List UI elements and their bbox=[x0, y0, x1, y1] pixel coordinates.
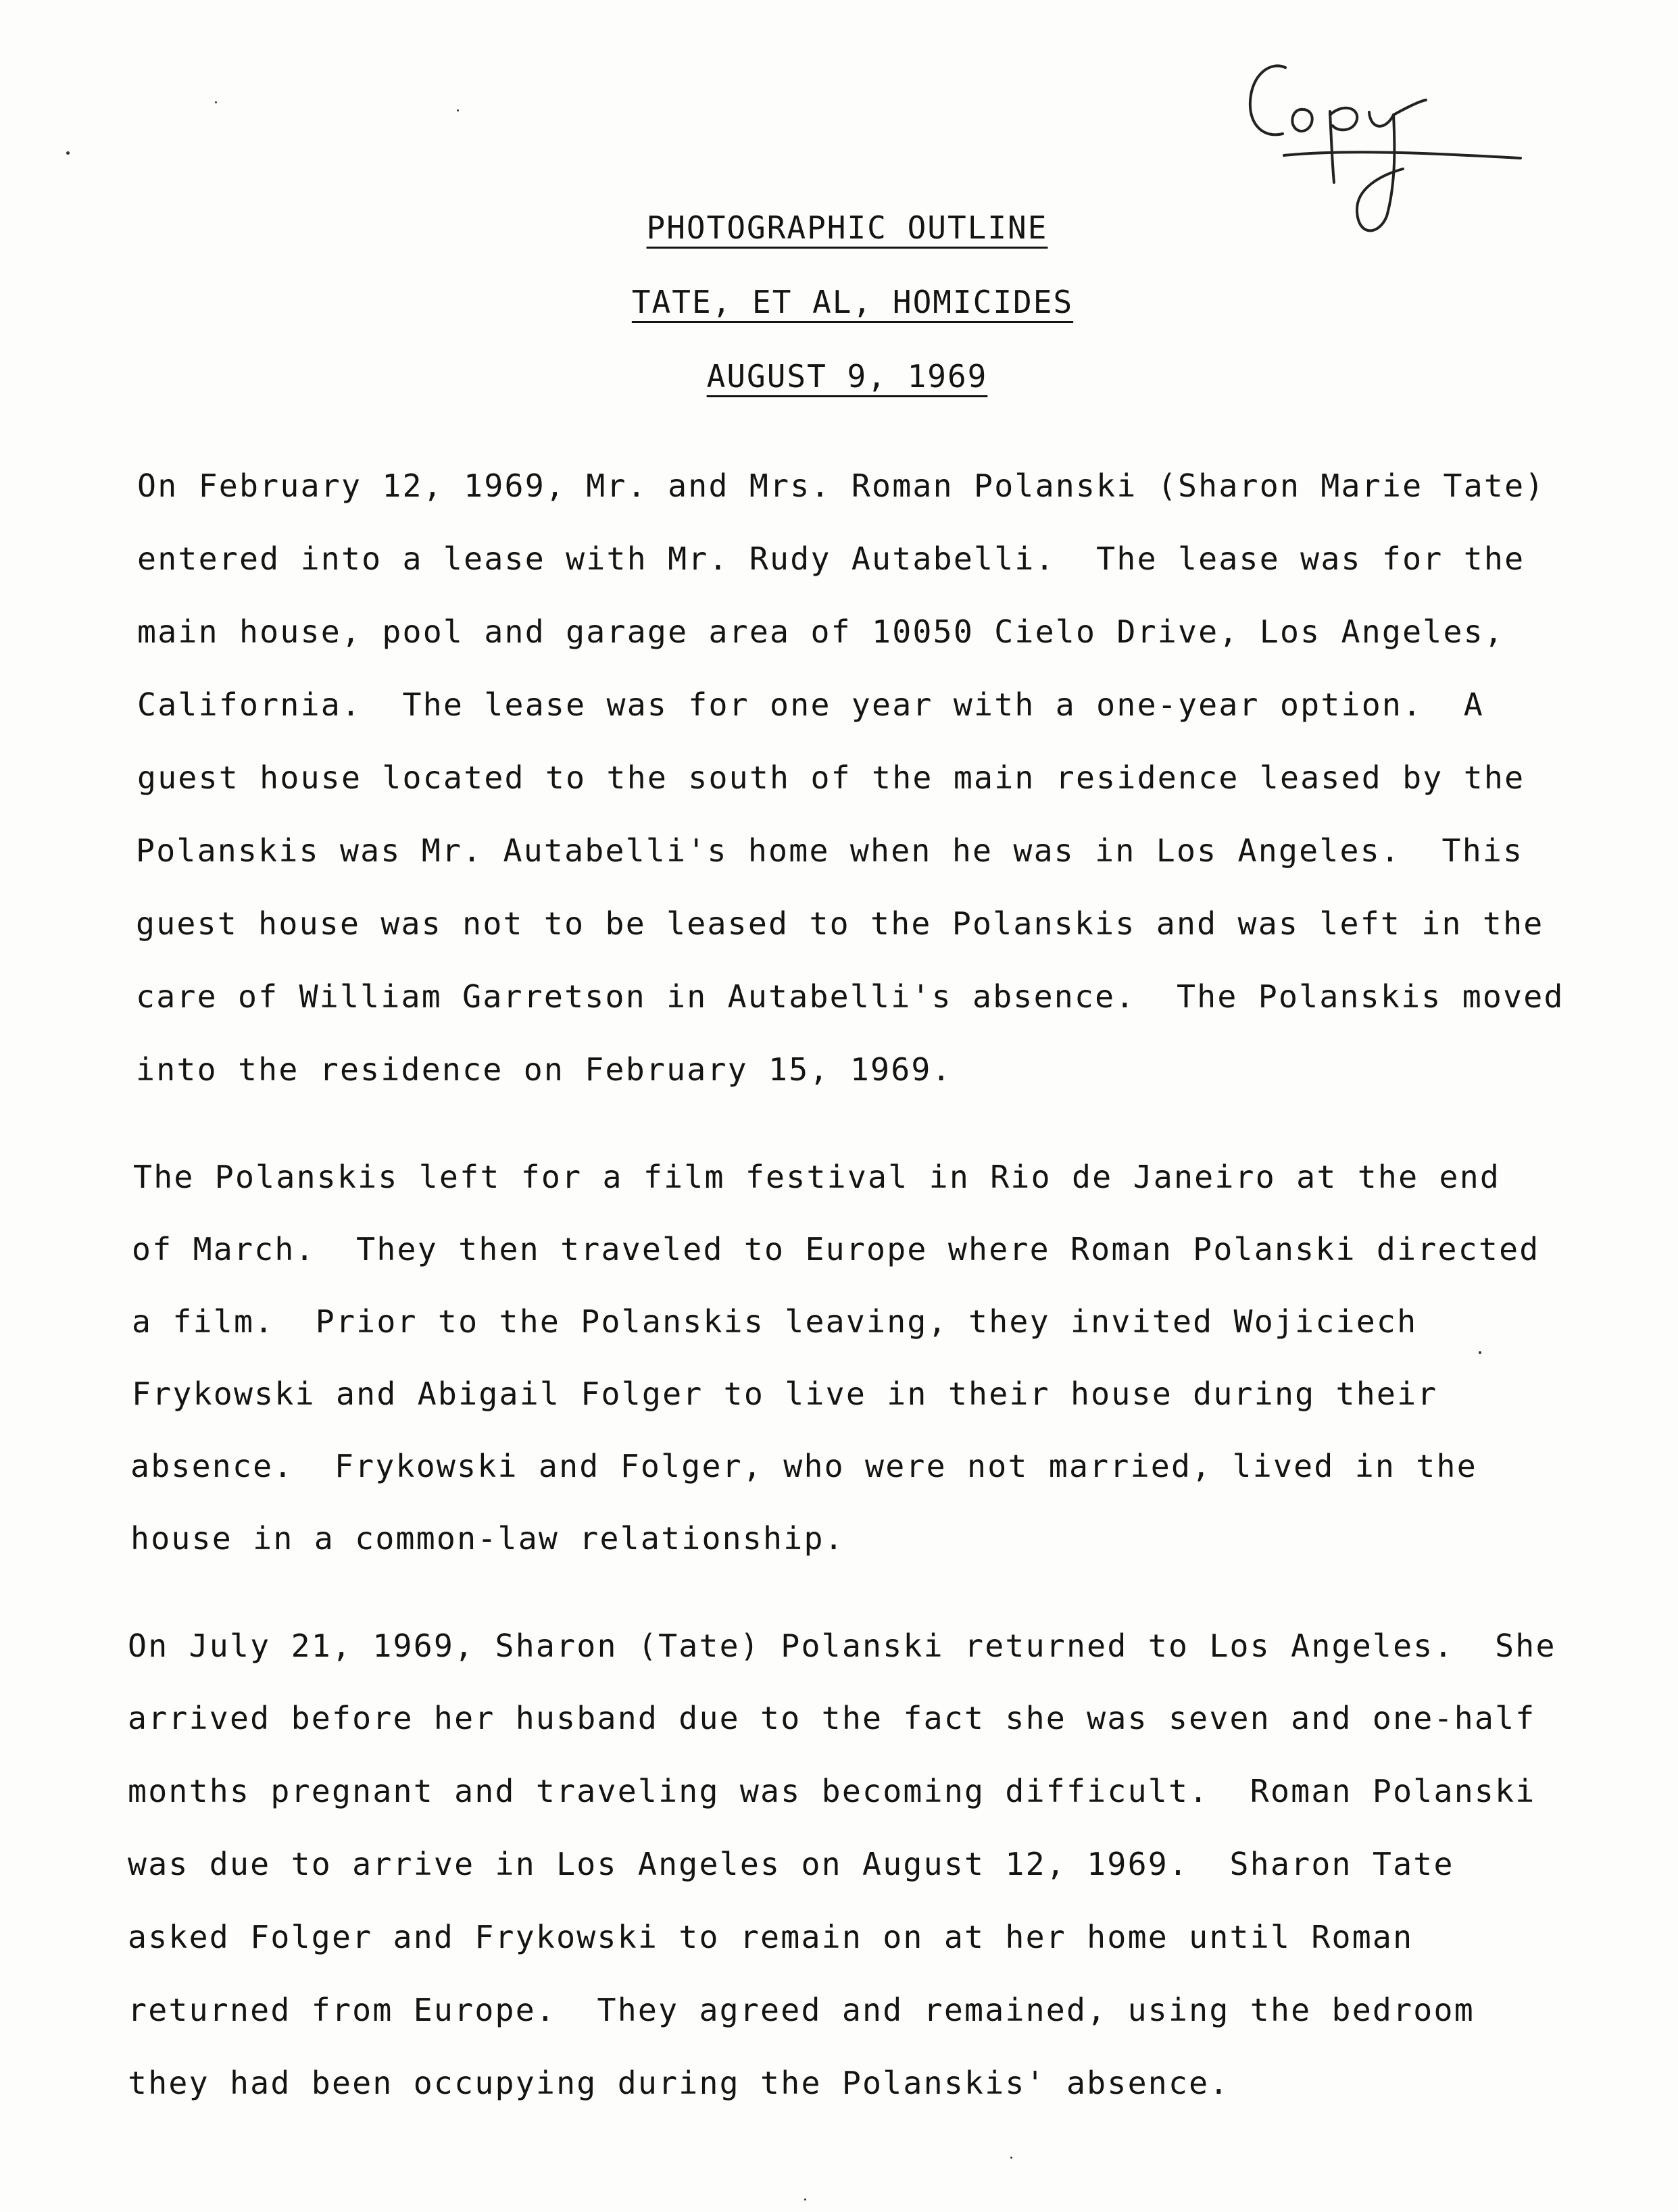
paragraph-line: of March. They then traveled to Europe where Roman Polanski directed bbox=[132, 1231, 1540, 1267]
paragraph-line: a film. Prior to the Polanskis leaving, they invited Wojiciech bbox=[132, 1303, 1418, 1340]
date-heading bbox=[8, 358, 1678, 395]
date-heading-text: AUGUST 9, 1969 bbox=[706, 358, 988, 395]
paragraph-line: into the residence on February 15, 1969. bbox=[136, 1051, 952, 1088]
scan-speck bbox=[457, 109, 459, 111]
scan-speck bbox=[1010, 2157, 1012, 2159]
case-heading-text: TATE, ET AL, HOMICIDES bbox=[631, 284, 1074, 320]
paragraph-line: arrived before her husband due to the fact she was seven and one-half bbox=[128, 1700, 1536, 1736]
scan-speck bbox=[1479, 1351, 1481, 1354]
paragraph-line: entered into a lease with Mr. Rudy Autabelli. The lease was for the bbox=[137, 541, 1525, 577]
scan-speck bbox=[215, 101, 217, 103]
paragraph-line: returned from Europe. They agreed and remained, using the bedroom bbox=[128, 1992, 1475, 2028]
paragraph-line: guest house was not to be leased to the Polanskis and was left in the bbox=[136, 905, 1544, 942]
paragraph-line: Polanskis was Mr. Autabelli's home when he was in Los Angeles. This bbox=[136, 832, 1524, 869]
paragraph-line: absence. Frykowski and Folger, who were not married, lived in the bbox=[130, 1448, 1477, 1484]
paragraph-line: guest house located to the south of the main residence leased by the bbox=[137, 759, 1525, 796]
paragraph-line: house in a common-law relationship. bbox=[130, 1520, 845, 1557]
paragraph-line: was due to arrive in Los Angeles on August 12, 1969. Sharon Tate bbox=[128, 1846, 1454, 1882]
case-heading bbox=[14, 284, 1678, 320]
title-heading-text: PHOTOGRAPHIC OUTLINE bbox=[646, 209, 1048, 246]
scan-speck bbox=[804, 2198, 806, 2201]
paragraph-line: care of William Garretson in Autabelli's absence. The Polanskis moved bbox=[136, 978, 1564, 1015]
paragraph-line: Frykowski and Abigail Folger to live in their house during their bbox=[132, 1376, 1438, 1412]
paragraph-line: On February 12, 1969, Mr. and Mrs. Roman Polanski (Sharon Marie Tate) bbox=[137, 468, 1546, 504]
paragraph-line: On July 21, 1969, Sharon (Tate) Polanski returned to Los Angeles. She bbox=[128, 1628, 1556, 1664]
title-heading bbox=[8, 209, 1678, 246]
paragraph-line: California. The lease was for one year with a one-year option. A bbox=[137, 686, 1484, 723]
scan-speck bbox=[66, 151, 70, 155]
paragraph-line: asked Folger and Frykowski to remain on at her home until Roman bbox=[128, 1919, 1414, 1955]
paragraph-line: The Polanskis left for a film festival in Rio de Janeiro at the end bbox=[133, 1159, 1501, 1195]
paragraph-line: months pregnant and traveling was becoming difficult. Roman Polanski bbox=[128, 1773, 1536, 1809]
paragraph-line: they had been occupying during the Polanskis' absence. bbox=[128, 2065, 1230, 2101]
paragraph-line: main house, pool and garage area of 10050 Cielo Drive, Los Angeles, bbox=[137, 613, 1505, 650]
